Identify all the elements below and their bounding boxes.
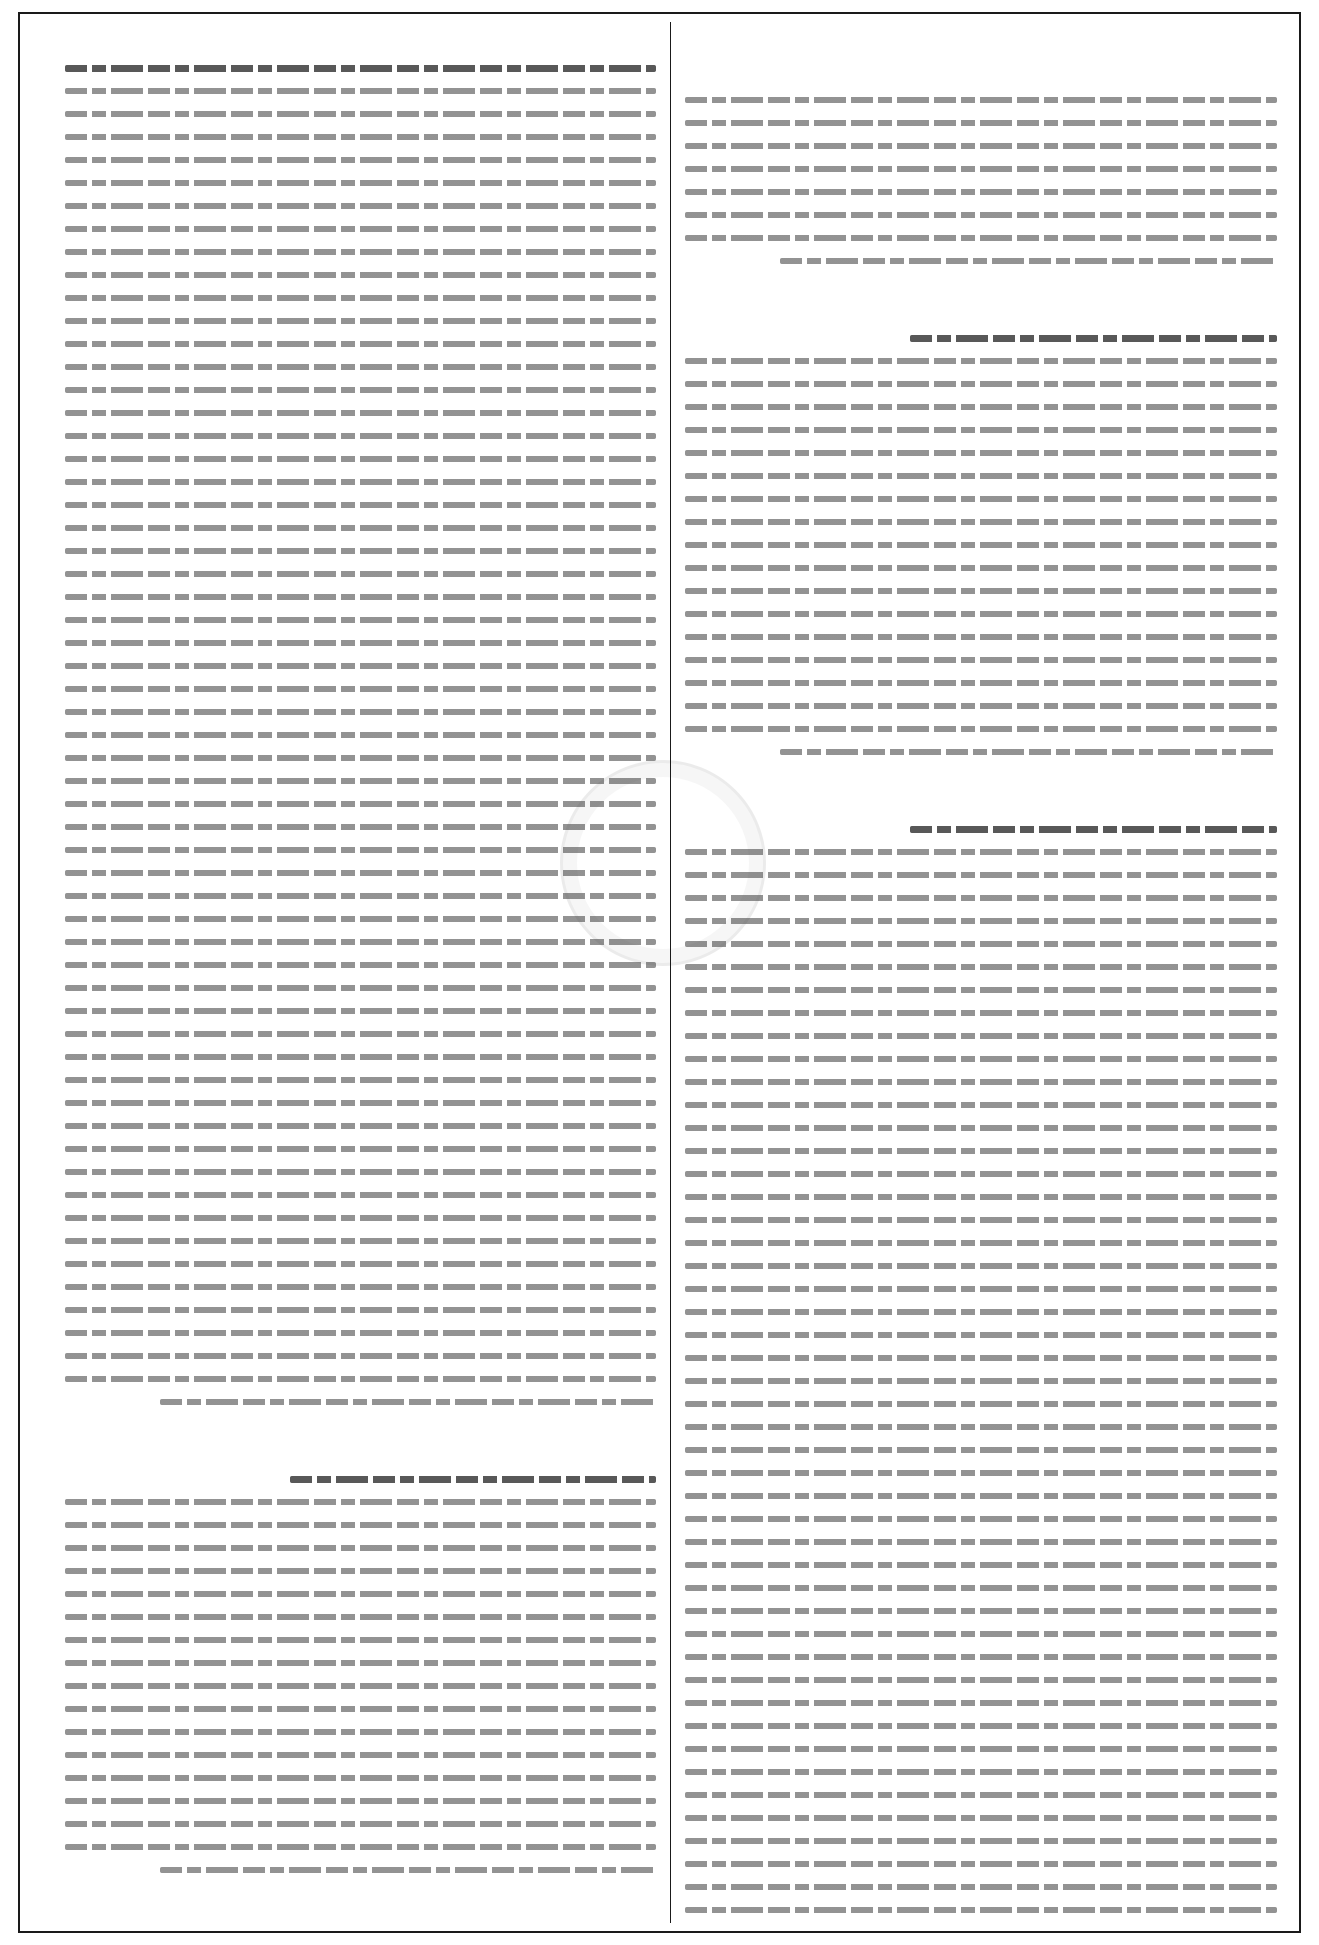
text-line (65, 999, 656, 1022)
conditions-heading (65, 1419, 656, 1439)
text-line (685, 694, 1277, 717)
text-line (685, 1622, 1277, 1645)
text-line (685, 372, 1277, 395)
text-line (65, 102, 656, 125)
text-line (685, 1277, 1277, 1300)
text-line (65, 1513, 656, 1536)
signatory-name (65, 1851, 656, 1871)
text-line (685, 1599, 1277, 1622)
text-line (65, 1628, 656, 1651)
text-line (65, 424, 656, 447)
property-text-block (685, 326, 1277, 763)
text-line (685, 203, 1277, 226)
text-line (65, 907, 656, 930)
text-line (65, 769, 656, 792)
text-line (685, 863, 1277, 886)
text-line (685, 533, 1277, 556)
text-line (685, 1208, 1277, 1231)
text-line (685, 1737, 1277, 1760)
text-line (685, 1576, 1277, 1599)
text-line (65, 746, 656, 769)
text-line (65, 516, 656, 539)
signatory-title (65, 1871, 656, 1890)
text-line (65, 838, 656, 861)
text-line (685, 1185, 1277, 1208)
text-line (685, 1254, 1277, 1277)
text-line (65, 608, 656, 631)
text-line (685, 1300, 1277, 1323)
text-line (685, 464, 1277, 487)
text-line (685, 978, 1277, 1001)
text-line (685, 349, 1277, 372)
text-line (65, 1720, 656, 1743)
property-section-heading (685, 278, 1277, 298)
text-line (65, 562, 656, 585)
text-line (685, 671, 1277, 694)
text-line (685, 88, 1277, 111)
text-line (685, 1392, 1277, 1415)
text-line (685, 1645, 1277, 1668)
text-line (65, 79, 656, 102)
text-line (685, 180, 1277, 203)
text-line (685, 717, 1277, 740)
text-line (65, 861, 656, 884)
text-line (685, 1139, 1277, 1162)
text-line (65, 1137, 656, 1160)
text-line (685, 1553, 1277, 1576)
text-line (65, 1812, 656, 1835)
text-line (65, 1743, 656, 1766)
text-line (65, 309, 656, 332)
text-line (65, 1183, 656, 1206)
text-line (685, 1116, 1277, 1139)
text-line (685, 441, 1277, 464)
text-line (65, 1275, 656, 1298)
text-line (65, 1559, 656, 1582)
text-line (685, 1369, 1277, 1392)
text-line (685, 487, 1277, 510)
text-line (65, 194, 656, 217)
conditions-text (65, 1443, 656, 1463)
text-line (65, 1022, 656, 1045)
text-line (685, 1484, 1277, 1507)
conditions-text-block (65, 1467, 656, 1881)
text-line (65, 1536, 656, 1559)
text-line (685, 817, 1277, 840)
text-line (65, 1252, 656, 1275)
text-line (685, 1530, 1277, 1553)
text-line (685, 157, 1277, 180)
text-line (685, 1070, 1277, 1093)
text-line (65, 930, 656, 953)
text-line (65, 677, 656, 700)
text-line (685, 740, 1277, 763)
text-line (65, 56, 656, 79)
text-line (65, 815, 656, 838)
text-line (685, 932, 1277, 955)
text-line (685, 955, 1277, 978)
machinery-text-block (685, 817, 1277, 1923)
notice-columns (28, 22, 1291, 1923)
text-line (65, 1467, 656, 1490)
text-line (685, 556, 1277, 579)
signature-block (65, 1851, 656, 1909)
text-line (685, 840, 1277, 863)
machinery-section-text (685, 793, 1277, 813)
text-line (685, 1875, 1277, 1898)
text-line (65, 125, 656, 148)
text-line (65, 493, 656, 516)
text-line (65, 217, 656, 240)
text-line (685, 226, 1277, 249)
text-line (685, 1507, 1277, 1530)
text-line (65, 1091, 656, 1114)
text-line (685, 1001, 1277, 1024)
text-line (65, 1321, 656, 1344)
text-line (685, 1047, 1277, 1070)
text-line (685, 909, 1277, 932)
text-line (685, 1760, 1277, 1783)
text-line (65, 1766, 656, 1789)
text-line (65, 700, 656, 723)
text-line (65, 953, 656, 976)
text-line (65, 654, 656, 677)
signatory-organization (65, 1890, 656, 1909)
text-line (685, 1162, 1277, 1185)
text-line (685, 395, 1277, 418)
text-line (65, 148, 656, 171)
text-line (65, 447, 656, 470)
text-line (685, 1346, 1277, 1369)
text-line (65, 332, 656, 355)
text-line (65, 1114, 656, 1137)
text-line (65, 976, 656, 999)
text-line (685, 1921, 1277, 1923)
text-line (685, 1783, 1277, 1806)
text-line (685, 510, 1277, 533)
text-line (65, 263, 656, 286)
text-line (65, 1206, 656, 1229)
text-line (65, 1582, 656, 1605)
notice-title (685, 32, 1277, 58)
text-line (65, 378, 656, 401)
text-line (65, 1344, 656, 1367)
text-line (685, 1024, 1277, 1047)
text-line (685, 1806, 1277, 1829)
left-column (51, 22, 671, 1923)
text-line (685, 1231, 1277, 1254)
text-line (685, 1668, 1277, 1691)
text-line (65, 1068, 656, 1091)
text-line (685, 1691, 1277, 1714)
text-line (65, 240, 656, 263)
text-line (65, 723, 656, 746)
text-line (65, 792, 656, 815)
text-line (65, 1045, 656, 1068)
text-line (685, 579, 1277, 602)
text-line (65, 355, 656, 378)
continuation-text-block (65, 56, 656, 1413)
text-line (65, 1674, 656, 1697)
text-line (65, 1697, 656, 1720)
text-line (685, 249, 1277, 272)
text-line (65, 1160, 656, 1183)
text-line (65, 401, 656, 424)
text-line (685, 1461, 1277, 1484)
text-line (65, 631, 656, 654)
intro-paragraph (685, 64, 1277, 84)
text-line (65, 1390, 656, 1413)
text-line (65, 470, 656, 493)
text-line (65, 1298, 656, 1321)
text-line (65, 171, 656, 194)
text-line (685, 1714, 1277, 1737)
right-column (671, 22, 1291, 1923)
continuation-text (65, 32, 656, 52)
text-line (65, 539, 656, 562)
property-section-text (685, 302, 1277, 322)
text-line (65, 884, 656, 907)
text-line (65, 1605, 656, 1628)
machinery-section-heading (685, 769, 1277, 789)
text-line (65, 286, 656, 309)
intro-text-block (685, 88, 1277, 272)
text-line (685, 886, 1277, 909)
text-line (685, 326, 1277, 349)
text-line (685, 111, 1277, 134)
text-line (685, 1323, 1277, 1346)
text-line (685, 134, 1277, 157)
text-line (685, 418, 1277, 441)
text-line (65, 585, 656, 608)
text-line (685, 648, 1277, 671)
text-line (685, 625, 1277, 648)
text-line (685, 602, 1277, 625)
text-line (685, 1093, 1277, 1116)
text-line (685, 1829, 1277, 1852)
text-line (65, 1789, 656, 1812)
text-line (65, 1490, 656, 1513)
text-line (685, 1898, 1277, 1921)
text-line (685, 1438, 1277, 1461)
text-line (685, 1415, 1277, 1438)
text-line (65, 1229, 656, 1252)
text-line (65, 1651, 656, 1674)
text-line (685, 1852, 1277, 1875)
text-line (65, 1367, 656, 1390)
